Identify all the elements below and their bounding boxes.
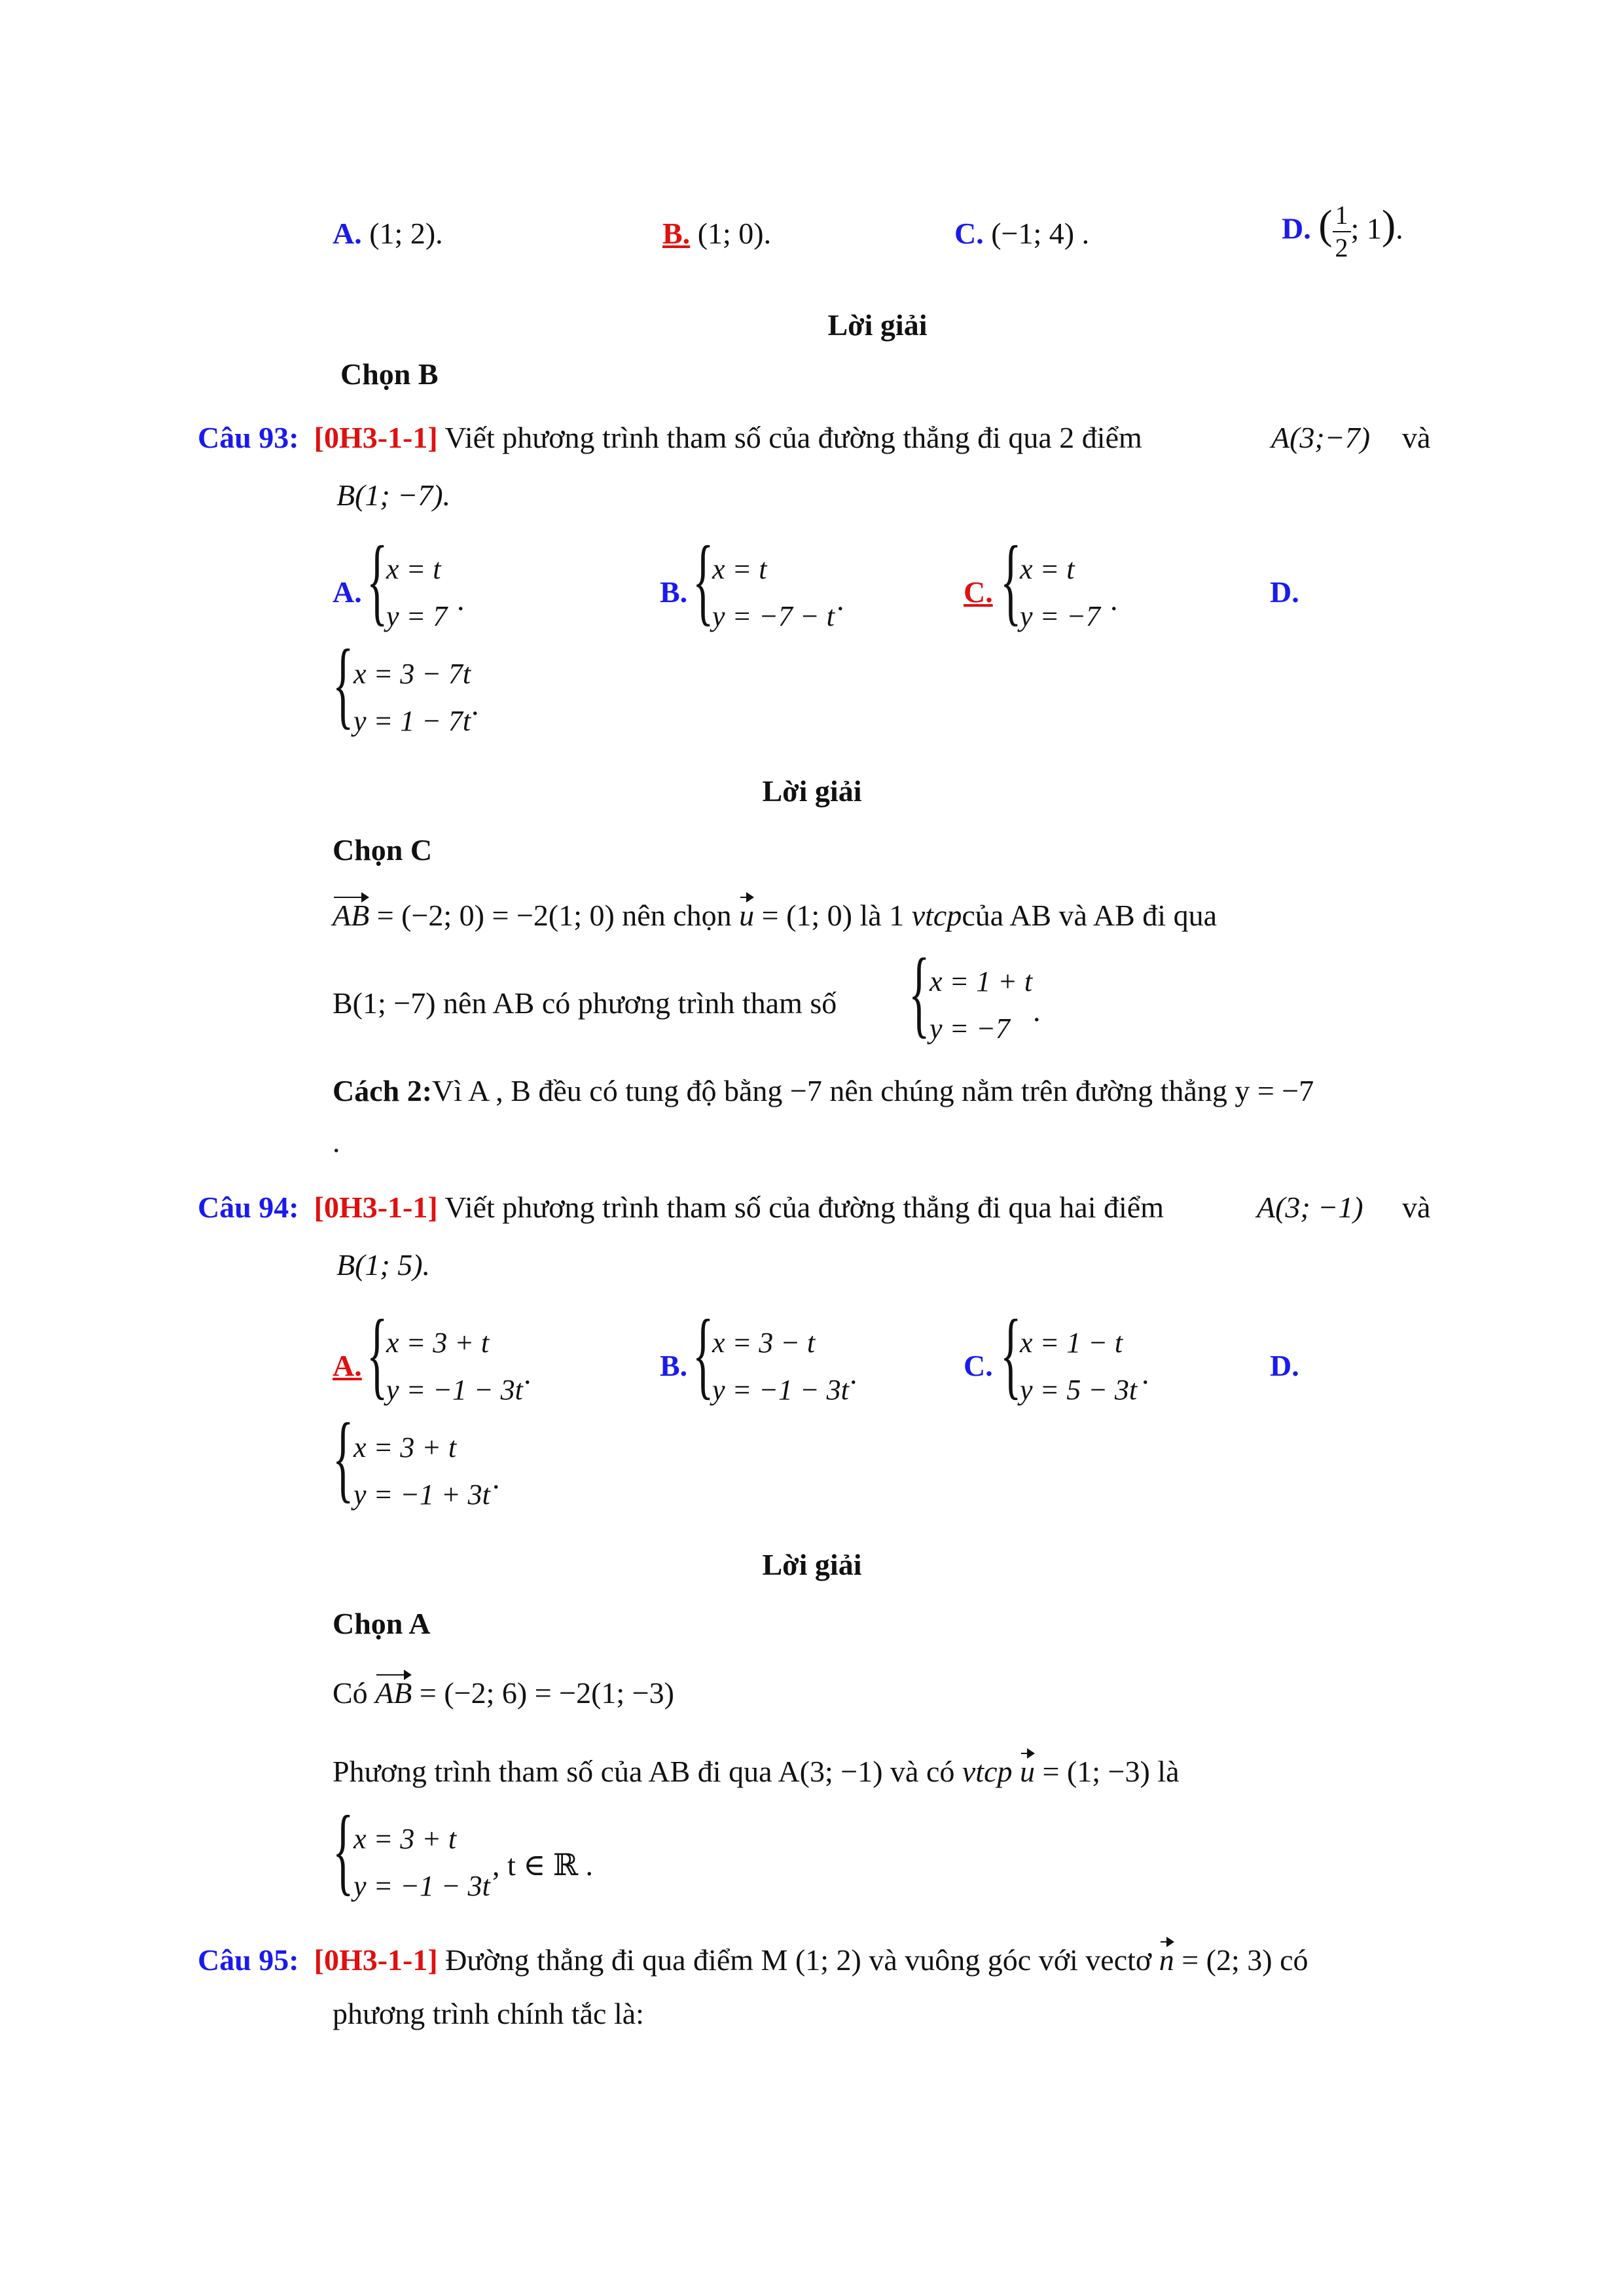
choice-label: A. [333, 217, 362, 250]
q94-choice-c-label: C. [964, 1349, 993, 1382]
choice-value: (1; 0). [697, 217, 772, 250]
q93-choice-c-label: C. [964, 575, 993, 609]
q93-solution-line2: B(1; −7) nên AB có phương trình tham số [333, 986, 837, 1020]
q94-choice-b-label: B. [660, 1349, 688, 1382]
q94-solution-line1: Có AB = (−2; 6) = −2(1; −3) [333, 1676, 674, 1710]
vector-u: u [1020, 1755, 1035, 1788]
question-93-header [198, 420, 1142, 455]
left-brace-icon: { [333, 1403, 354, 1512]
q93-solution-system: x = 1 + t y = −7 [929, 965, 1033, 1045]
question-tag: [0H3-1-1] [314, 421, 438, 454]
choice-label: D. [1282, 211, 1311, 245]
left-brace-icon: { [1000, 526, 1022, 635]
choice-label: B. [662, 217, 691, 250]
vector-n: n [1159, 1943, 1174, 1977]
and-word: và [1402, 1191, 1431, 1224]
q93-alt-method: Cách 2:Vì A , B đều có tung độ bằng −7 nên chúng nằm trên đường thẳng y = −7 [333, 1074, 1314, 1107]
q94-choice-a-label: A. [333, 1349, 362, 1382]
vector-u: u [739, 899, 755, 932]
q93-choice-d-label: D. [1270, 575, 1299, 609]
left-brace-icon: { [367, 1300, 388, 1408]
question-label: Câu 94: [198, 1191, 299, 1224]
question-tag: [0H3-1-1] [314, 1191, 438, 1224]
answer-choice: Chọn A [333, 1607, 431, 1640]
question-label: Câu 95: [198, 1943, 299, 1977]
q94-solution-line2: Phương trình tham số của AB đi qua A(3; −1) và có vtcp u = (1; −3) là [333, 1755, 1180, 1788]
point-b: B(1; 5). [336, 1248, 431, 1282]
left-brace-icon: { [909, 939, 930, 1047]
top-choice-c [954, 216, 1089, 251]
q93-choice-b-system: x = t y = −7 − t [712, 553, 835, 632]
q93-choice-d-system: x = 3 − 7t y = 1 − 7t [353, 658, 471, 737]
left-brace-icon: { [333, 630, 354, 738]
left-brace-icon: { [333, 1796, 354, 1905]
q94-choice-b-system: x = 3 − t y = −1 − 3t [712, 1327, 849, 1406]
q93-choice-c-system: x = t y = −7 [1020, 553, 1100, 632]
vector-ab: AB [333, 899, 370, 932]
question-text: Viết phương trình tham số của đường thẳng đi qua hai điểm [444, 1191, 1164, 1224]
top-choice-b [662, 216, 771, 251]
q94-choice-c-system: x = 1 − t y = 5 − 3t [1020, 1327, 1138, 1406]
question-95-header: Câu 95: [0H3-1-1] Đường thẳng đi qua điểm M (1; 2) và vuông góc với vectơ n = (2; 3) có [198, 1943, 1308, 1977]
q93-solution-line1: AB = (−2; 0) = −2(1; 0) nên chọn u = (1; 0) là 1 vtcpcủa AB và AB đi qua [333, 899, 1218, 932]
question-95-text-line2: phương trình chính tắc là: [333, 1997, 644, 2030]
vector-ab: AB [375, 1676, 412, 1710]
q94-solution-system: x = 3 + t y = −1 − 3t [353, 1823, 490, 1902]
q94-choice-d-system: x = 3 + t y = −1 + 3t [353, 1431, 490, 1511]
point-a: A(3;−7) [1271, 421, 1371, 454]
q93-choice-a-system: x = t y = 7 [386, 553, 448, 632]
point-b: B(1; −7). [336, 478, 451, 512]
left-brace-icon: { [1000, 1300, 1022, 1408]
q94-choice-d-label: D. [1270, 1349, 1299, 1382]
solution-heading: Lời giải [762, 1548, 862, 1581]
choice-label: C. [954, 217, 984, 250]
q93-choice-a-label: A. [333, 575, 362, 609]
left-brace-icon: { [693, 1300, 714, 1408]
answer-choice: Chọn B [340, 357, 439, 391]
choice-value: (−1; 4) . [991, 217, 1090, 250]
question-94-header [198, 1190, 1164, 1225]
answer-choice: Chọn C [333, 833, 433, 867]
top-choice-d: D. ( $\frac{1}{2}$ ; 1). [1282, 200, 1403, 262]
top-choice-a [333, 216, 443, 251]
point-a: A(3; −1) [1257, 1191, 1363, 1224]
fraction: $\frac{1}{2}$ [1333, 200, 1351, 264]
left-brace-icon: { [367, 526, 388, 635]
question-label: Câu 93: [198, 421, 299, 454]
choice-value: (1; 2). [369, 217, 443, 250]
question-text: Viết phương trình tham số của đường thẳng đi qua 2 điểm [444, 421, 1142, 454]
solution-heading: Lời giải [762, 774, 862, 808]
q94-choice-a-system: x = 3 + t y = −1 − 3t [386, 1327, 523, 1406]
q93-choice-b-label: B. [660, 575, 688, 609]
left-brace-icon: { [693, 526, 714, 635]
and-word: và [1402, 421, 1431, 454]
question-tag: [0H3-1-1] [314, 1943, 438, 1977]
solution-heading: Lời giải [827, 308, 928, 342]
question-text: Đường thẳng đi qua điểm M (1; 2) và vuông góc với vectơ [445, 1943, 1152, 1977]
